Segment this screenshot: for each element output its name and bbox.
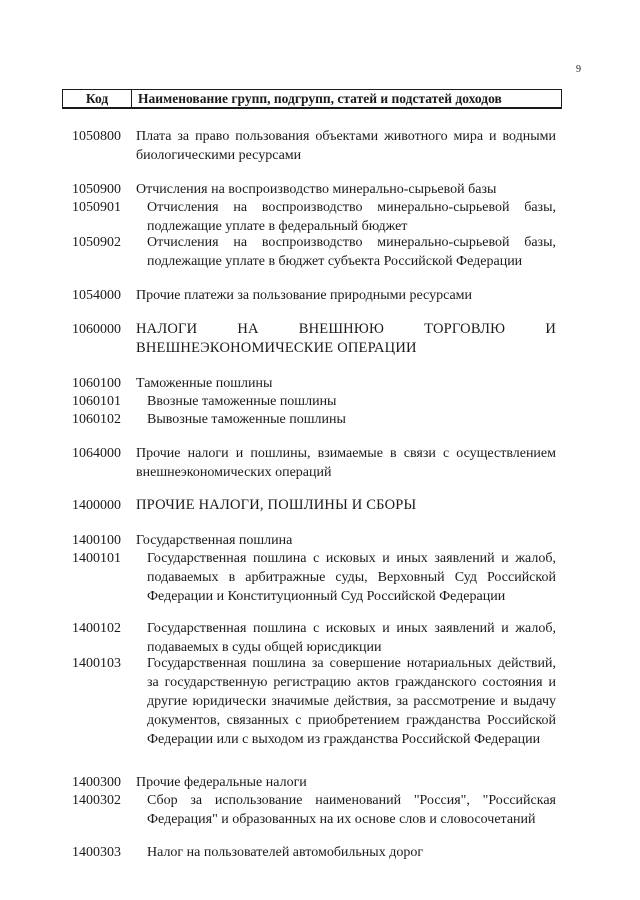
table-header xyxy=(62,89,562,109)
entry-text: ПРОЧИЕ НАЛОГИ, ПОШЛИНЫ И СБОРЫ xyxy=(136,497,417,513)
entry-code: 1400103 xyxy=(72,656,121,671)
entry-text: Отчисления на воспроизводство минерально-сырьевой базы, подлежащие уплате в бюджет субъекта Российской Федерации xyxy=(147,235,556,269)
entry-text-line1: НАЛОГИ НА ВНЕШНЮЮ ТОРГОВЛЮ И xyxy=(136,321,556,337)
entry-text: Ввозные таможенные пошлины xyxy=(147,394,337,409)
entry-text: Отчисления на воспроизводство минерально-сырьевой базы xyxy=(136,182,497,197)
entry-text: Прочие платежи за пользование природными ресурсами xyxy=(136,288,473,303)
entry-text: Государственная пошлина с исковых и иных заявлений и жалоб, подаваемых в арбитражные суды, Верховный Суд Российской Федерации и Конституционный Суд Российской Федерации xyxy=(147,551,556,604)
header-title: Наименование групп, подгрупп, статей и подстатей доходов xyxy=(138,90,502,106)
entry-code: 1400102 xyxy=(72,621,121,636)
entry-text: Вывозные таможенные пошлины xyxy=(147,412,346,427)
entry-code: 1400302 xyxy=(72,793,121,808)
entry-text: Сбор за использование наименований "Россия", "Российская Федерация" и образованных на их основе слов и словосочетаний xyxy=(147,793,556,827)
entry-code: 1400101 xyxy=(72,551,121,566)
entry-text: Прочие налоги и пошлины, взимаемые в связи с осуществлением внешнеэкономических операций xyxy=(136,446,556,480)
entry-code: 1400303 xyxy=(72,845,121,860)
entry-code: 1050900 xyxy=(72,182,121,197)
entry-text: Прочие федеральные налоги xyxy=(136,775,307,790)
entry-code: 1060000 xyxy=(72,322,121,337)
entry-text: Таможенные пошлины xyxy=(136,376,273,391)
entry-code: 1050902 xyxy=(72,235,121,250)
entry-text: Плата за право пользования объектами животного мира и водными биологическими ресурсами xyxy=(136,129,556,163)
entry-code: 1060102 xyxy=(72,412,121,427)
entry-code: 1060100 xyxy=(72,376,121,391)
entry-code: 1054000 xyxy=(72,288,121,303)
entry-code: 1060101 xyxy=(72,394,121,409)
entry-text: Налог на пользователей автомобильных дорог xyxy=(147,845,424,860)
entry-code: 1050800 xyxy=(72,129,121,144)
entry-text: Отчисления на воспроизводство минерально-сырьевой базы, подлежащие уплате в федеральный бюджет xyxy=(147,200,556,234)
entry-text: Государственная пошлина за совершение нотариальных действий, за государственную регистрацию актов гражданского состояния и другие юридически значимые действия, за рассмотрение и выдачу документов, связанных с приобретением гражданства Российской Федерации или с выходом из гражданства Российской Федерации xyxy=(147,656,556,747)
entry-text-line2: ВНЕШНЕЭКОНОМИЧЕСКИЕ ОПЕРАЦИИ xyxy=(136,340,417,356)
entry-text: Государственная пошлина xyxy=(136,533,293,548)
entry-text: Государственная пошлина с исковых и иных заявлений и жалоб, подаваемых в суды общей юрисдикции xyxy=(147,621,556,655)
entry-code: 1400300 xyxy=(72,775,121,790)
entry-code: 1400100 xyxy=(72,533,121,548)
entry-code: 1064000 xyxy=(72,446,121,461)
page-number: 9 xyxy=(576,64,581,75)
entry-code: 1400000 xyxy=(72,498,121,513)
header-code: Код xyxy=(63,90,132,107)
entry-code: 1050901 xyxy=(72,200,121,215)
